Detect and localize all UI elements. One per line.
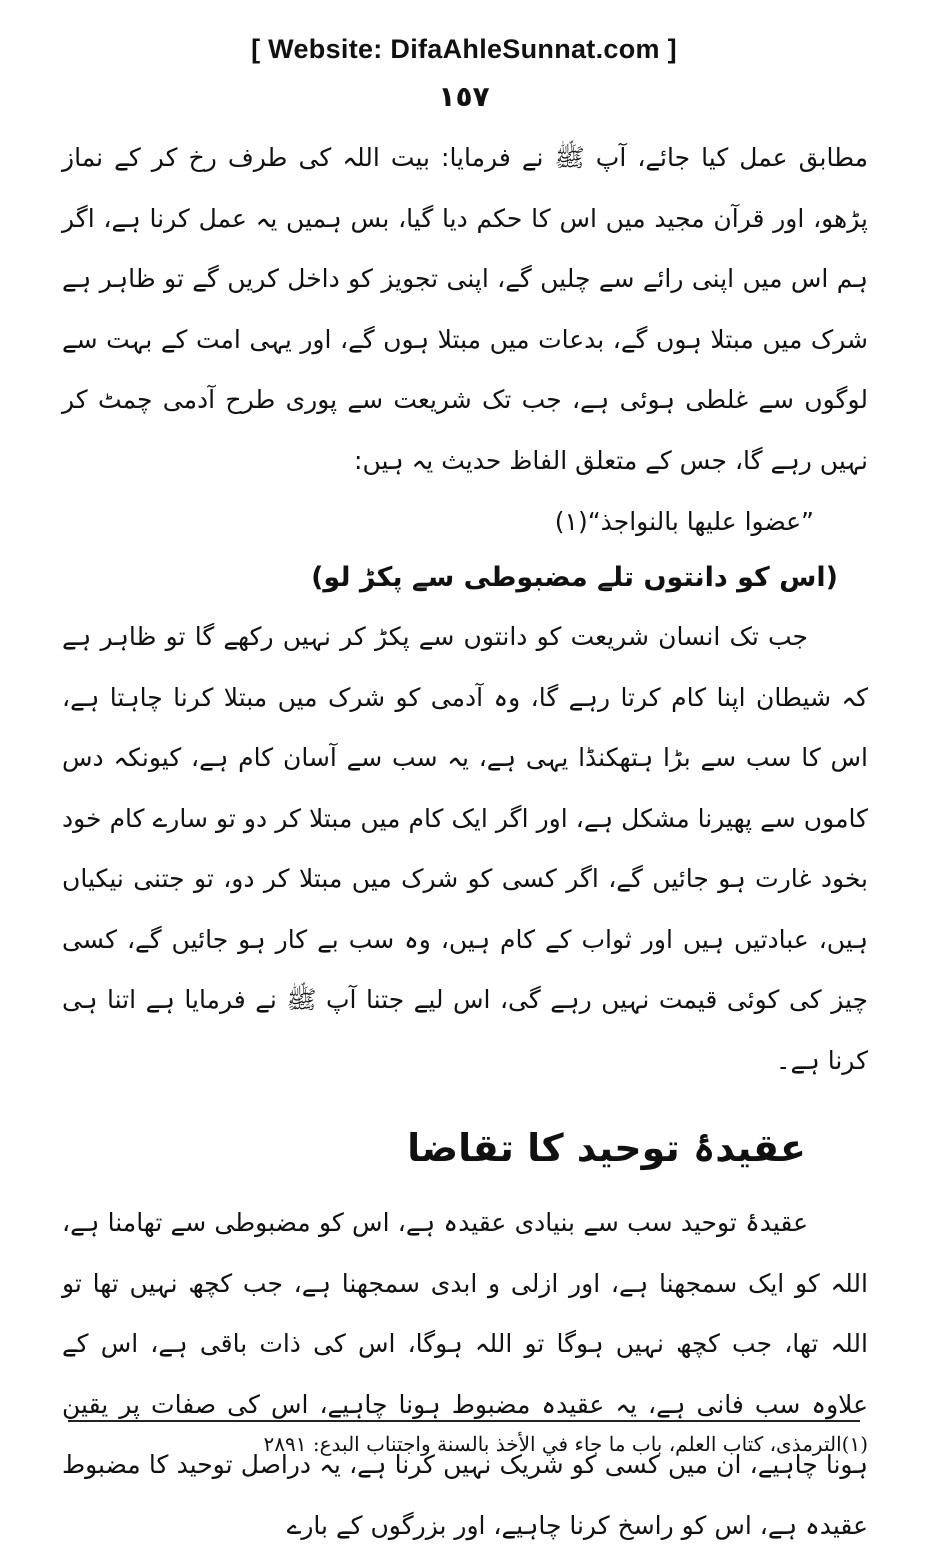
website-header: [ Website: DifaAhleSunnat.com ] [251,34,677,64]
hadith-arabic-quote: ”عضوا علیها بالنواجذ“(۱) [554,507,814,536]
paragraph-3: عقیدۂ توحید سب سے بنیادی عقیدہ ہے، اس کو مضبوطی سے تھامنا ہے، اللہ کو ایک سمجھنا ہے، اور ازلی و ابدی سمجھنا ہے، جب کچھ نہیں تھا تو اللہ تھا، جب کچھ نہیں ہوگا تو اللہ ہوگا، اس کی ذات باقی ہے، اس کے علاوہ سب فانی ہے، یہ عقیدہ مضبوط ہونا چاہیے، اس کی صفات پر یقین ہونا چاہیے، ان میں کسی کو شریک نہیں کرنا ہے، یہ دراصل توحید کا مضبوط عقیدہ ہے، اس کو راسخ کرنا چاہیے، اور بزرگوں کے بارے [62,1208,868,1540]
page-body [62,128,868,1556]
footnote-divider [68,1420,860,1422]
page-number: ١٥٧ [438,80,490,113]
section-heading: عقیدۂ توحید کا تقاضا [407,1126,806,1170]
paragraph-1: مطابق عمل کیا جائے، آپ ﷺ نے فرمایا: بیت اللہ کی طرف رخ کر کے نماز پڑھو، اور قرآن مجید میں اس کا حکم دیا گیا، بس ہمیں یہ عمل کرنا ہے، اگر ہم اس میں اپنی رائے سے چلیں گے، اپنی تجویز کو داخل کریں گے تو ظاہر ہے شرک میں مبتلا ہوں گے، بدعات میں مبتلا ہوں گے، اور یہی امت کے بہت سے لوگوں سے غلطی ہوئی ہے، جب تک شریعت سے پوری طرح آدمی چمٹ کر نہیں رہے گا، جس کے متعلق الفاظ حدیث یہ ہیں: [62,143,868,475]
hadith-translation: (اس کو دانتوں تلے مضبوطی سے پکڑ لو) [311,562,838,593]
footnote: (۱)الترمذی، کتاب العلم، باب ما جاء في الأخذ بالسنة واجتناب البدع: ۲۸۹۱ [263,1432,868,1456]
paragraph-2: جب تک انسان شریعت کو دانتوں سے پکڑ کر نہیں رکھے گا تو ظاہر ہے کہ شیطان اپنا کام کرتا رہے گا، وہ آدمی کو شرک میں مبتلا کرنا چاہتا ہے، اس کا سب سے بڑا ہتھکنڈا یہی ہے، یہ سب سے آسان کام ہے، کیونکہ دس کاموں سے پھیرنا مشکل ہے، اور اگر ایک کام میں مبتلا کر دو تو سارے کام خود بخود غارت ہو جائیں گے، اگر کسی کو شرک میں مبتلا کر دو، تو جتنی نیکیاں ہیں، عبادتیں ہیں اور ثواب کے کام ہیں، وہ سب بے کار ہو جائیں گے، کسی چیز کی کوئی قیمت نہیں رہے گی، اس لیے جتنا آپ ﷺ نے فرمایا ہے اتنا ہی کرنا ہے۔ [62,622,868,1075]
